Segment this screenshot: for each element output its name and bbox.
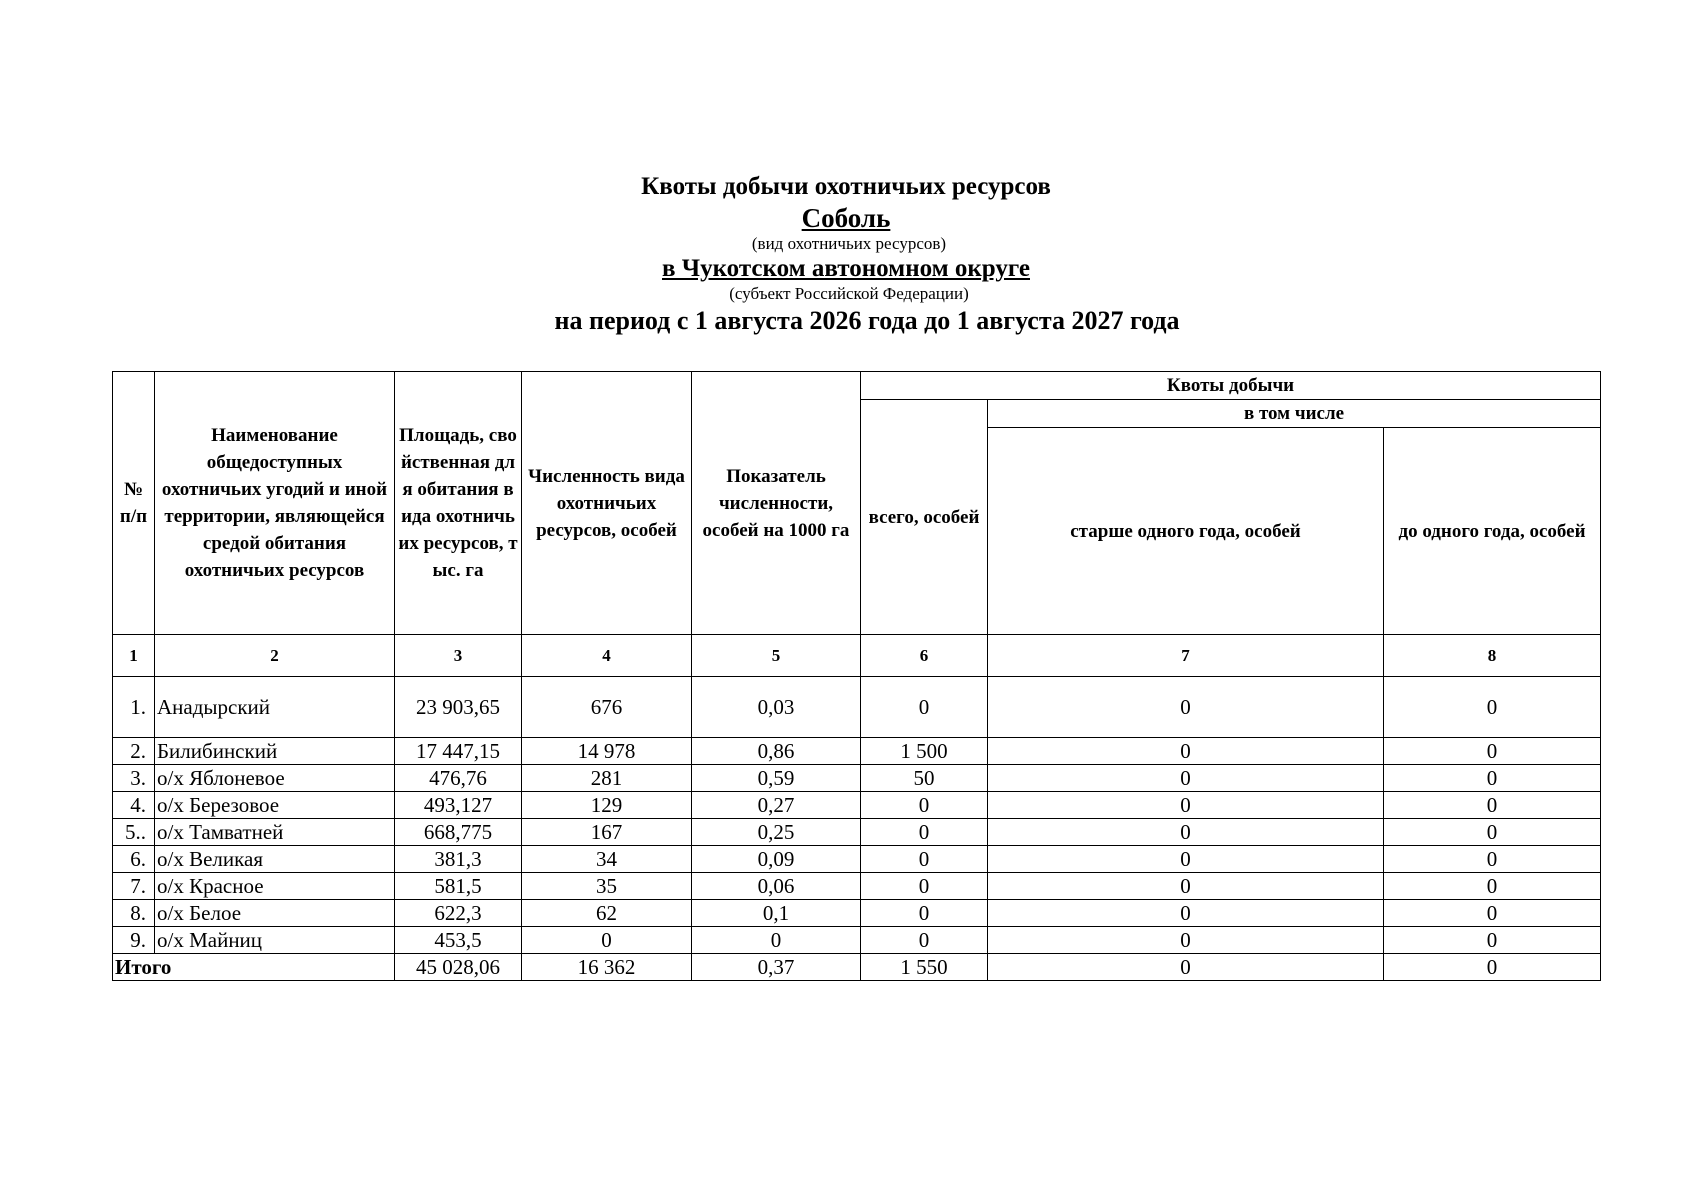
region-name: в Чукотском автономном округе: [662, 255, 1030, 282]
row-population: 35: [522, 873, 692, 900]
row-name: о/х Майниц: [155, 927, 395, 954]
column-number: 2: [155, 635, 395, 677]
header-row: [113, 372, 1601, 400]
row-population: 129: [522, 792, 692, 819]
totals-younger: 0: [1384, 954, 1601, 981]
row-quota-younger: 0: [1384, 846, 1601, 873]
row-quota-older: 0: [988, 819, 1384, 846]
header-num: № п/п: [113, 372, 155, 635]
row-quota-total: 0: [861, 873, 988, 900]
row-density: 0: [692, 927, 861, 954]
species-name: Соболь: [801, 203, 891, 233]
row-number: 1.: [113, 677, 155, 738]
quota-table: [112, 371, 1601, 981]
table-row: [113, 819, 1601, 846]
row-quota-younger: 0: [1384, 738, 1601, 765]
row-density: 0,27: [692, 792, 861, 819]
row-quota-total: 0: [861, 792, 988, 819]
row-quota-total: 0: [861, 846, 988, 873]
row-area: 17 447,15: [395, 738, 522, 765]
row-name: Анадырский: [155, 677, 395, 738]
column-number: 6: [861, 635, 988, 677]
row-quota-older: 0: [988, 927, 1384, 954]
row-number: 2.: [113, 738, 155, 765]
row-number: 7.: [113, 873, 155, 900]
region-caption: (субъект Российской Федерации): [729, 284, 969, 303]
row-quota-total: 0: [861, 819, 988, 846]
row-quota-younger: 0: [1384, 677, 1601, 738]
row-number: 6.: [113, 846, 155, 873]
row-quota-younger: 0: [1384, 792, 1601, 819]
row-area: 453,5: [395, 927, 522, 954]
row-density: 0,86: [692, 738, 861, 765]
row-number: 3.: [113, 765, 155, 792]
row-quota-total: 1 500: [861, 738, 988, 765]
row-density: 0,09: [692, 846, 861, 873]
row-quota-younger: 0: [1384, 927, 1601, 954]
table-row: [113, 738, 1601, 765]
header-area: Площадь, свойственная для обитания вида охотничьих ресурсов, тыс. га: [395, 372, 522, 635]
header-quota-group: Квоты добычи: [861, 372, 1601, 400]
column-number: 5: [692, 635, 861, 677]
row-area: 493,127: [395, 792, 522, 819]
table-row: [113, 846, 1601, 873]
row-name: о/х Тамватней: [155, 819, 395, 846]
row-quota-total: 50: [861, 765, 988, 792]
row-area: 381,3: [395, 846, 522, 873]
row-quota-older: 0: [988, 873, 1384, 900]
row-name: о/х Белое: [155, 900, 395, 927]
column-numbers-row: [113, 635, 1601, 677]
row-quota-younger: 0: [1384, 873, 1601, 900]
row-density: 0,06: [692, 873, 861, 900]
table-body: [113, 677, 1601, 981]
table-row: [113, 792, 1601, 819]
column-number: 8: [1384, 635, 1601, 677]
column-number: 3: [395, 635, 522, 677]
table-row: [113, 900, 1601, 927]
totals-area: 45 028,06: [395, 954, 522, 981]
row-quota-total: 0: [861, 927, 988, 954]
header-name: Наименование общедоступных охотничьих угодий и иной территории, являющейся средой обитания охотничьих ресурсов: [155, 372, 395, 635]
document-title: Квоты добычи охотничьих ресурсов: [641, 173, 1051, 200]
row-number: 9.: [113, 927, 155, 954]
row-population: 0: [522, 927, 692, 954]
row-population: 34: [522, 846, 692, 873]
row-area: 476,76: [395, 765, 522, 792]
row-area: 668,775: [395, 819, 522, 846]
row-name: о/х Великая: [155, 846, 395, 873]
row-quota-older: 0: [988, 900, 1384, 927]
totals-older: 0: [988, 954, 1384, 981]
row-number: 5..: [113, 819, 155, 846]
row-area: 581,5: [395, 873, 522, 900]
row-name: Билибинский: [155, 738, 395, 765]
row-name: о/х Яблоневое: [155, 765, 395, 792]
row-quota-total: 0: [861, 677, 988, 738]
header-including: в том числе: [988, 400, 1601, 428]
table-row: [113, 765, 1601, 792]
header-population: Численность вида охотничьих ресурсов, особей: [522, 372, 692, 635]
row-density: 0,59: [692, 765, 861, 792]
period-line: на период с 1 августа 2026 года до 1 августа 2027 года: [554, 306, 1180, 335]
row-population: 676: [522, 677, 692, 738]
header-density: Показатель численности, особей на 1000 га: [692, 372, 861, 635]
header-total: всего, особей: [861, 400, 988, 635]
table-row: [113, 677, 1601, 738]
totals-total: 1 550: [861, 954, 988, 981]
table-header: [113, 372, 1601, 677]
row-number: 8.: [113, 900, 155, 927]
document-header: [0, 172, 1698, 338]
row-quota-older: 0: [988, 765, 1384, 792]
row-population: 62: [522, 900, 692, 927]
row-population: 14 978: [522, 738, 692, 765]
row-density: 0,03: [692, 677, 861, 738]
row-quota-older: 0: [988, 846, 1384, 873]
row-quota-younger: 0: [1384, 765, 1601, 792]
species-caption: (вид охотничьих ресурсов): [751, 234, 947, 253]
row-density: 0,25: [692, 819, 861, 846]
totals-row: [113, 954, 1601, 981]
totals-density: 0,37: [692, 954, 861, 981]
table-row: [113, 927, 1601, 954]
column-number: 4: [522, 635, 692, 677]
column-number: 1: [113, 635, 155, 677]
row-population: 167: [522, 819, 692, 846]
row-number: 4.: [113, 792, 155, 819]
row-quota-older: 0: [988, 677, 1384, 738]
table-row: [113, 873, 1601, 900]
header-younger: до одного года, особей: [1384, 428, 1601, 635]
row-population: 281: [522, 765, 692, 792]
column-number: 7: [988, 635, 1384, 677]
row-quota-older: 0: [988, 738, 1384, 765]
row-density: 0,1: [692, 900, 861, 927]
row-quota-younger: 0: [1384, 819, 1601, 846]
totals-population: 16 362: [522, 954, 692, 981]
row-quota-younger: 0: [1384, 900, 1601, 927]
row-quota-total: 0: [861, 900, 988, 927]
row-quota-older: 0: [988, 792, 1384, 819]
totals-label: Итого: [113, 954, 395, 981]
row-name: о/х Красное: [155, 873, 395, 900]
header-older: старше одного года, особей: [988, 428, 1384, 635]
row-area: 622,3: [395, 900, 522, 927]
row-name: о/х Березовое: [155, 792, 395, 819]
row-area: 23 903,65: [395, 677, 522, 738]
